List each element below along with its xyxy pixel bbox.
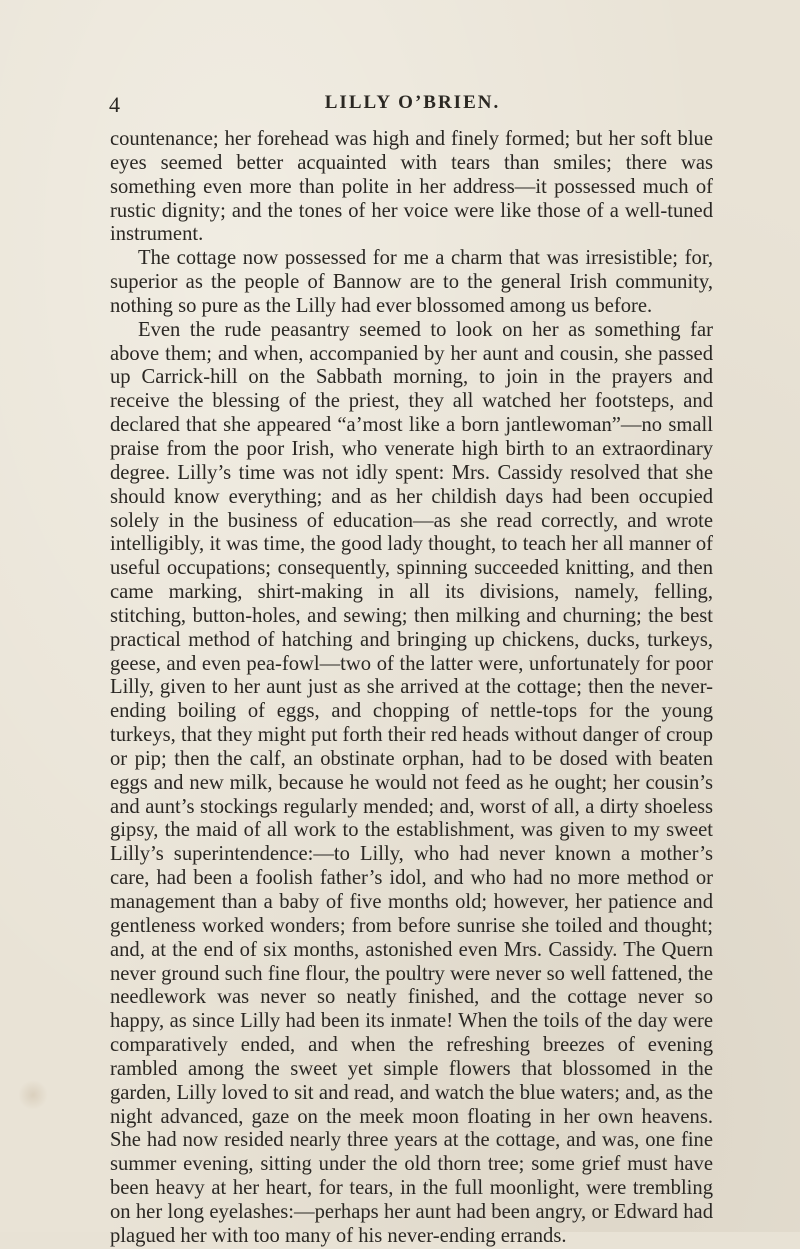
paper-stain <box>18 1080 48 1110</box>
page-number: 4 <box>109 92 120 117</box>
page-header <box>109 92 716 122</box>
paragraph-cottage-charm: The cottage now possessed for me a charm that was irresistible; for, superior as the people of Bannow are to the general Irish community, nothing so pure as the Lilly had ever blossomed among us before. <box>110 247 713 317</box>
body-text <box>110 128 713 1249</box>
paragraph-peasantry: Even the rude peasantry seemed to look on her as something far above them; and when, accompanied by her aunt and cousin, she passed up Carrick-hill on the Sabbath morning, to join in the prayers and receive the blessing of the priest, they all watched her footsteps, and declared that she appeared “a’most like a born jantlewoman”—no small praise from the poor Irish, who venerate high birth to an extraordinary degree. Lilly’s time was not idly spent: Mrs. Cassidy resolved that she should know everything; and as her childish days had been occupied solely in the business of education—as she read correctly, and wrote intelligibly, it was time, the good lady thought, to teach her all manner of useful occupations; consequently, spinning succeeded knitting, and then came marking, shirt-making in all its divisions, namely, felling, stitching, button-holes, and sewing; then milking and churning; the best practical method of hatching and bringing up chickens, ducks, turkeys, geese, and even pea-fowl—two of the latter were, unfortunately for poor Lilly, given to her aunt just as she arrived at the cottage; then the never-ending boiling of eggs, and chopping of nettle-tops for the young turkeys, that they might put forth their red heads without danger of croup or pip; then the calf, an obstinate orphan, had to be dosed with beaten eggs and new milk, because he would not feed as he ought; her cousin’s and aunt’s stockings regularly mended; and, worst of all, a dirty shoeless gipsy, the maid of all work to the establishment, was given to my sweet Lilly’s superintendence:—to Lilly, who had never known a mother’s care, had been a foolish father’s idol, and who had no more method or management than a baby of five months old; however, her patience and gentleness worked wonders; from before sunrise she toiled and thought; and, at the end of six months, astonished even Mrs. Cassidy. The Quern never ground such fine flour, the poultry were never so well fattened, the needlework was never so neatly finished, and the cottage never so happy, as since Lilly had been its inmate! When the toils of the day were comparatively ended, and when the refreshing breezes of evening rambled among the sweet yet simple flowers that blossomed in the garden, Lilly loved to sit and read, and watch the blue waters; and, as the night advanced, gaze on the meek moon floating in her own heavens. She had now resided nearly three years at the cottage, and was, one fine summer evening, sitting under the old thorn tree; some grief must have been heavy at her heart, for tears, in the full moonlight, were trembling on her long eyelashes:—perhaps her aunt had been angry, or Edward had plagued her with too many of his never-ending errands. <box>110 318 713 1247</box>
paragraph-continued: countenance; her forehead was high and finely formed; but her soft blue eyes seemed better acquainted with tears than smiles; there was something even more than polite in her address—it possessed much of rustic dignity; and the tones of her voice were like those of a well-tuned instrument. <box>110 128 713 246</box>
running-title: LILLY O’BRIEN. <box>324 92 501 113</box>
